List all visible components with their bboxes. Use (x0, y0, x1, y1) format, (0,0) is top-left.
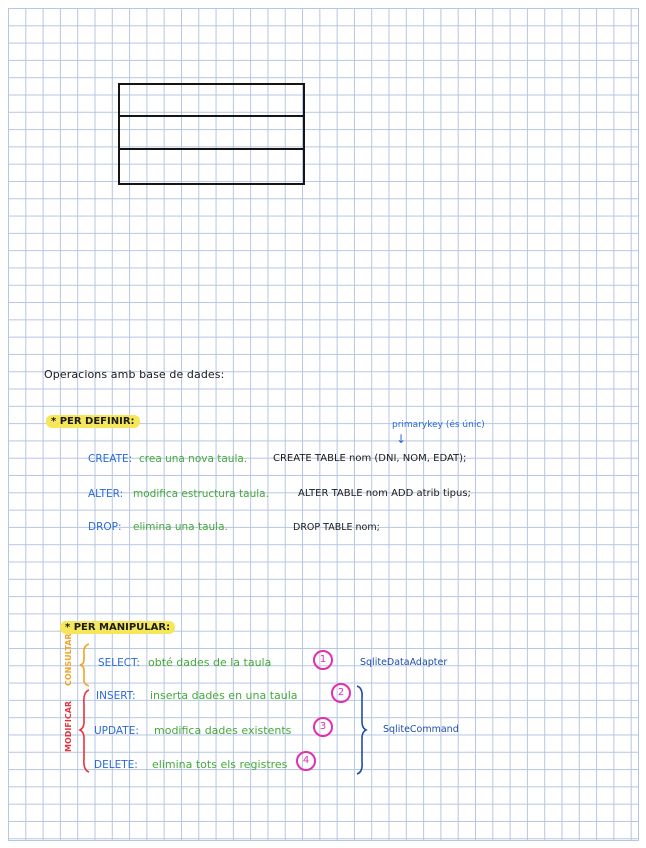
consultar-label: CONSULTAR (64, 633, 73, 686)
page-heading: Operacions amb base de dades: (44, 368, 225, 381)
manipular-title-highlight: * PER MANIPULAR: (60, 621, 175, 634)
sqlite-data-adapter-label: SqliteDataAdapter (360, 657, 448, 668)
table-sketch-row (120, 150, 303, 182)
create-example: CREATE TABLE nom (DNI, NOM, EDAT); (273, 453, 467, 464)
arrow-down-icon: ↓ (396, 432, 407, 446)
table-sketch (118, 83, 305, 185)
consultar-brace (80, 644, 89, 686)
select-command: SELECT: (98, 657, 140, 669)
table-sketch-row (120, 117, 303, 149)
definir-title-highlight: * PER DEFINIR: (46, 415, 140, 428)
table-sketch-row (120, 85, 303, 117)
update-description: modifica dades existents (154, 724, 292, 737)
number-circle-4: 4 (296, 751, 316, 771)
drop-description: elimina una taula. (133, 521, 228, 533)
alter-example: ALTER TABLE nom ADD atrib tipus; (298, 488, 471, 499)
delete-command: DELETE: (94, 759, 138, 771)
alter-command: ALTER: (88, 488, 124, 500)
update-command: UPDATE: (94, 725, 139, 737)
delete-description: elimina tots els registres (152, 758, 288, 771)
insert-command: INSERT: (96, 690, 136, 702)
manipular-title (60, 622, 175, 633)
create-command: CREATE: (88, 453, 133, 465)
modificar-label: MODIFICAR (64, 700, 73, 752)
sqlite-command-label: SqliteCommand (383, 724, 459, 735)
create-description: crea una nova taula. (139, 453, 248, 465)
select-description: obté dades de la taula (148, 656, 272, 669)
drop-example: DROP TABLE nom; (293, 522, 380, 533)
modificar-brace (80, 690, 89, 772)
number-circle-1: 1 (313, 650, 333, 670)
left-brace-group (78, 642, 92, 774)
number-circle-2: 2 (331, 683, 351, 703)
alter-description: modifica estructura taula. (133, 488, 269, 500)
primarykey-note: primarykey (és únic) (392, 420, 485, 430)
drop-command: DROP: (88, 521, 122, 533)
definir-title (46, 416, 140, 427)
number-circle-3: 3 (313, 717, 333, 737)
insert-description: inserta dades en una taula (150, 689, 298, 702)
right-brace (354, 684, 368, 776)
